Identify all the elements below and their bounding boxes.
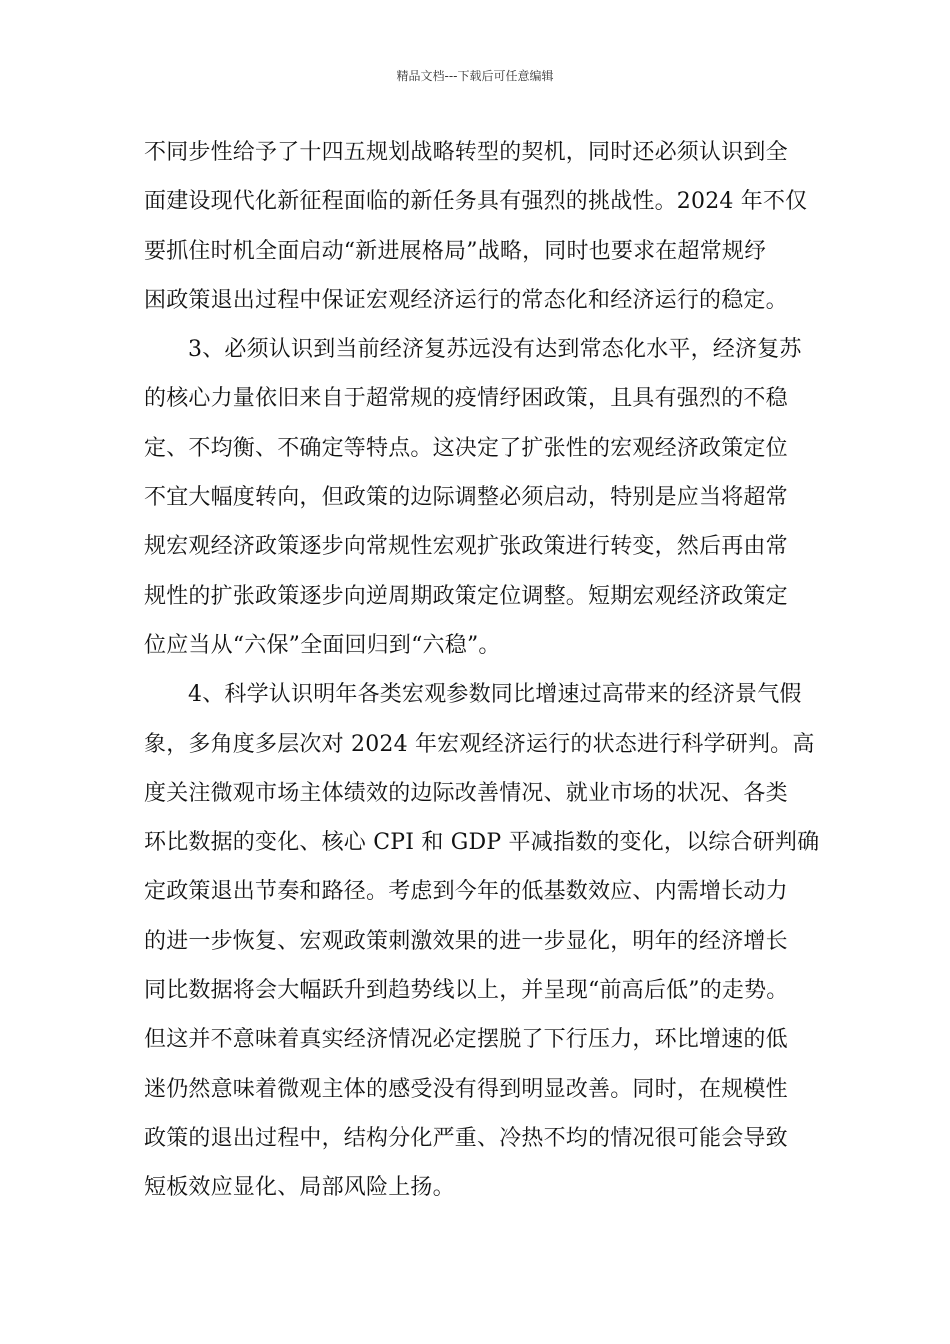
text-line: 度关注微观市场主体绩效的边际改善情况、就业市场的状况、各类 — [144, 780, 788, 806]
text-line: 短板效应显化、局部风险上扬。 — [144, 1175, 455, 1201]
text-line: 但这并不意味着真实经济情况必定摆脱了下行压力，环比增速的低 — [144, 1027, 788, 1053]
text-line: 象，多角度多层次对 2024 年宏观经济运行的状态进行科学研判。高 — [144, 731, 815, 757]
paragraph-3 — [144, 670, 820, 1212]
text-line: 规性的扩张政策逐步向逆周期政策定位调整。短期宏观经济政策定 — [144, 583, 788, 609]
text-line: 困政策退出过程中保证宏观经济运行的常态化和经济运行的稳定。 — [144, 287, 788, 313]
text-line: 环比数据的变化、核心 CPI 和 GDP 平减指数的变化，以综合研判确 — [144, 830, 820, 856]
text-line: 不同步性给予了十四五规划战略转型的契机，同时还必须认识到全 — [144, 140, 788, 165]
text-line: 的进一步恢复、宏观政策刺激效果的进一步显化，明年的经济增长 — [144, 928, 788, 954]
text-line: 同比数据将会大幅跃升到趋势线以上，并呈现“前高后低”的走势。 — [144, 978, 789, 1004]
text-line: 4、科学认识明年各类宏观参数同比增速过高带来的经济景气假 — [188, 682, 802, 708]
paragraph-2 — [144, 325, 809, 670]
text-line: 定、不均衡、不确定等特点。这决定了扩张性的宏观经济政策定位 — [144, 435, 788, 461]
text-line: 迷仍然意味着微观主体的感受没有得到明显改善。同时，在规模性 — [144, 1076, 788, 1102]
paragraph-1 — [144, 128, 809, 325]
text-line: 不宜大幅度转向，但政策的边际调整必须启动，特别是应当将超常 — [144, 485, 788, 511]
text-line: 的核心力量依旧来自于超常规的疫情纾困政策，且具有强烈的不稳 — [144, 386, 788, 412]
page-header: 精品文档---下载后可任意编辑 — [396, 69, 554, 83]
text-line: 面建设现代化新征程面临的新任务具有强烈的挑战性。2024 年不仅 — [144, 189, 808, 215]
text-line: 要抓住时机全面启动“新进展格局”战略，同时也要求在超常规纾 — [144, 238, 767, 264]
text-line: 规宏观经济政策逐步向常规性宏观扩张政策进行转变，然后再由常 — [144, 534, 788, 560]
text-line: 政策的退出过程中，结构分化严重、冷热不均的情况很可能会导致 — [144, 1125, 788, 1151]
text-line: 3、必须认识到当前经济复苏远没有达到常态化水平，经济复苏 — [188, 337, 802, 363]
text-line: 定政策退出节奏和路径。考虑到今年的低基数效应、内需增长动力 — [144, 879, 788, 905]
document-body — [144, 128, 820, 1213]
text-line: 位应当从“六保”全面回归到“六稳”。 — [144, 632, 501, 658]
